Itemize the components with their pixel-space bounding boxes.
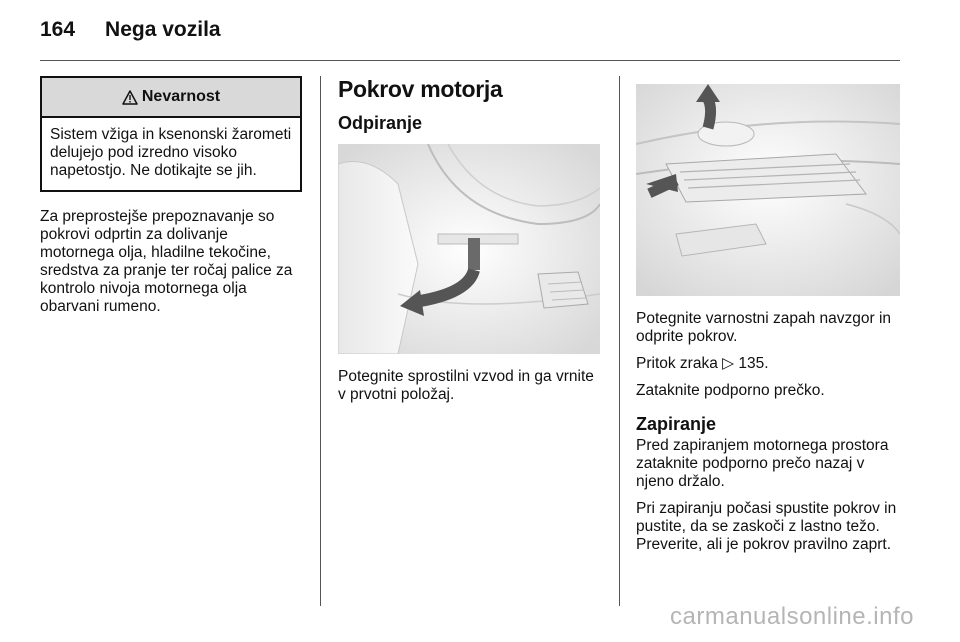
page-reference[interactable]: 135.	[738, 355, 769, 372]
figure-caption: Potegnite sprostilni vzvod in ga vrnite v prvotni položaj.	[338, 368, 594, 403]
page-title: Nega vozila	[105, 18, 221, 41]
closing-paragraph-2: Pri zapiranju počasi spustite pokrov in pustite, da se zaskoči z lastno težo. Preverite, ali je pokrov pravilno zaprt.	[636, 500, 897, 553]
warning-header	[42, 78, 300, 118]
page-number: 164	[40, 18, 76, 41]
column-divider	[619, 76, 620, 606]
column-left	[40, 76, 302, 316]
column-divider	[320, 76, 321, 606]
header-rule	[40, 60, 900, 61]
body-paragraph: Za preprostejše prepoznavanje so pokrovi odprtin za dolivanje motornega olja, hladilne tekočine, sredstva za pranje ter ročaj palice za kontrolo nivoja motornega olja obarvani rumeno.	[40, 208, 293, 315]
subsection-heading: Odpiranje	[338, 113, 423, 133]
warning-triangle-icon	[122, 90, 138, 105]
column-right	[636, 76, 902, 554]
release-lever-illustration	[338, 144, 600, 354]
air-intake-text: Pritok zraka	[636, 355, 723, 372]
page-reference-arrow-icon: ▷	[722, 355, 739, 372]
section-heading: Pokrov motorja	[338, 76, 503, 102]
closing-paragraph-1: Pred zapiranjem motornega prostora zataknite podporno prečo nazaj v njeno držalo.	[636, 437, 889, 490]
warning-box	[40, 76, 302, 192]
column-middle	[338, 76, 604, 404]
instruction-latch: Potegnite varnostni zapah navzgor in odprite pokrov.	[636, 310, 892, 345]
closing-heading: Zapiranje	[636, 414, 717, 434]
air-intake-reference	[636, 355, 902, 373]
warning-title: Nevarnost	[141, 88, 221, 105]
instruction-support-rod: Zataknite podporno prečko.	[636, 382, 825, 399]
watermark: carmanualsonline.info	[670, 603, 914, 630]
warning-text: Sistem vžiga in ksenonski žarometi delujejo pod izredno visoko napetostjo. Ne dotikajte se jih.	[50, 126, 292, 179]
hood-latch-illustration	[636, 84, 900, 296]
page-header	[40, 18, 221, 42]
